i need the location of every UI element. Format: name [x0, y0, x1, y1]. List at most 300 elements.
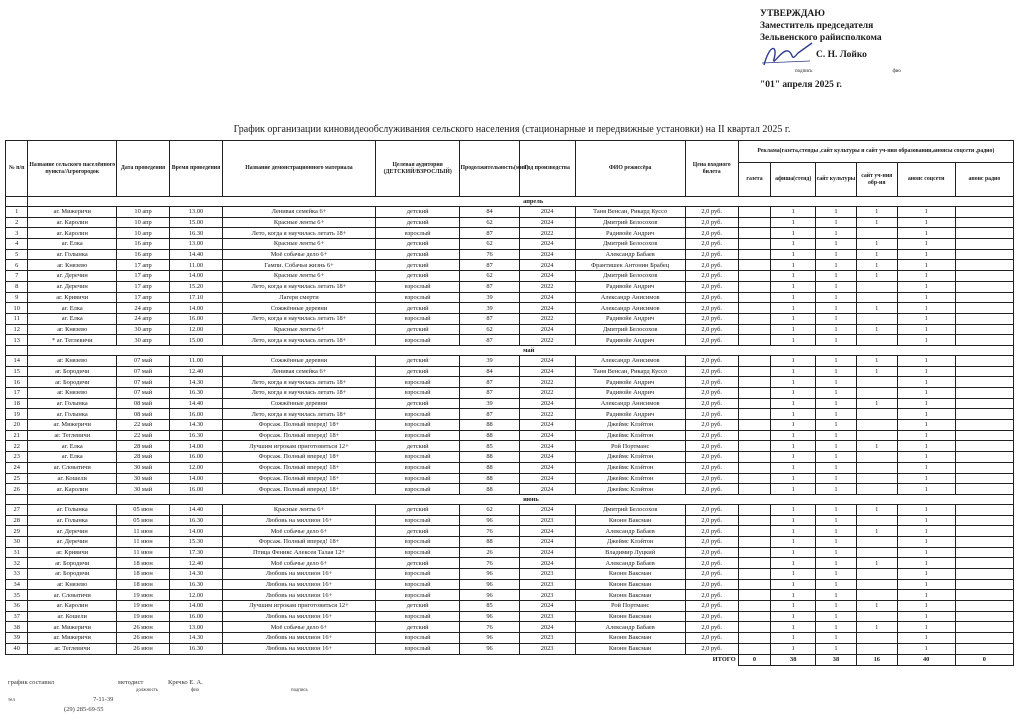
cell-director: Дмитрий Белосохов — [575, 239, 685, 250]
cell-duration: 76 — [460, 622, 519, 633]
cell-num: 16 — [6, 377, 28, 388]
footer-phone-label: тел — [8, 698, 15, 703]
cell-ad-edu-site: 1 — [856, 207, 897, 218]
cell-ad-poster: 1 — [771, 324, 816, 335]
cell-director: Джеймс Клэйтон — [575, 430, 685, 441]
cell-ad-radio — [955, 590, 1013, 601]
cell-time: 16.00 — [170, 313, 223, 324]
cell-audience: детский — [375, 303, 460, 314]
cell-ad-poster: 1 — [771, 611, 816, 622]
cell-date: 17 апр — [117, 292, 170, 303]
cell-film: Любовь на миллион 16+ — [223, 611, 376, 622]
cell-price: 2,0 руб. — [685, 558, 738, 569]
cell-ad-poster: 1 — [771, 303, 816, 314]
cell-ad-culture-site: 1 — [816, 303, 857, 314]
month-blank-cell — [6, 197, 28, 207]
cell-ad-social: 1 — [897, 271, 955, 282]
cell-price: 2,0 руб. — [685, 420, 738, 431]
cell-director: Кионн Ваксман — [575, 569, 685, 580]
cell-price: 2,0 руб. — [685, 249, 738, 260]
cell-director: Кионн Ваксман — [575, 633, 685, 644]
cell-film: Любовь на миллион 16+ — [223, 643, 376, 654]
cell-audience: взрослый — [375, 536, 460, 547]
cell-ad-social: 1 — [897, 303, 955, 314]
cell-duration: 96 — [460, 515, 519, 526]
cell-settlement: аг. Мижеричи — [28, 622, 117, 633]
cell-num: 15 — [6, 366, 28, 377]
cell-director: Радивойе Андрич — [575, 281, 685, 292]
cell-ad-social: 1 — [897, 366, 955, 377]
cell-ad-culture-site: 1 — [816, 409, 857, 420]
cell-settlement: аг. Князево — [28, 355, 117, 366]
cell-ad-poster: 1 — [771, 228, 816, 239]
cell-num: 37 — [6, 611, 28, 622]
cell-ad-poster: 1 — [771, 579, 816, 590]
cell-duration: 62 — [460, 504, 519, 515]
cell-ad-edu-site: 1 — [856, 217, 897, 228]
cell-ad-poster: 1 — [771, 281, 816, 292]
cell-audience: детский — [375, 526, 460, 537]
cell-num: 6 — [6, 260, 28, 271]
cell-settlement: аг. Елка — [28, 303, 117, 314]
cell-film: Любовь на миллион 16+ — [223, 569, 376, 580]
cell-year: 2024 — [519, 504, 575, 515]
cell-time: 13.00 — [170, 239, 223, 250]
cell-ad-culture-site: 1 — [816, 643, 857, 654]
cell-price: 2,0 руб. — [685, 217, 738, 228]
cell-ad-poster: 1 — [771, 217, 816, 228]
month-spacer — [28, 345, 519, 355]
cell-director: Радивойе Андрич — [575, 388, 685, 399]
cell-audience: взрослый — [375, 484, 460, 495]
cell-num: 25 — [6, 473, 28, 484]
cell-ad-poster: 1 — [771, 452, 816, 463]
cell-price: 2,0 руб. — [685, 207, 738, 218]
header-date: Дата проведения — [117, 141, 170, 197]
table-row — [6, 366, 1014, 377]
cell-price: 2,0 руб. — [685, 281, 738, 292]
cell-settlement: аг. Бородичи — [28, 569, 117, 580]
table-row — [6, 590, 1014, 601]
approval-date: "01" апреля 2025 г. — [760, 80, 842, 90]
cell-duration: 96 — [460, 643, 519, 654]
cell-ad-social: 1 — [897, 558, 955, 569]
cell-director: Владимир Луцкий — [575, 547, 685, 558]
cell-time: 11.00 — [170, 260, 223, 271]
cell-film: Лето, когда я научилась летать 18+ — [223, 388, 376, 399]
cell-time: 14.30 — [170, 569, 223, 580]
cell-duration: 87 — [460, 335, 519, 346]
cell-ad-newspaper — [738, 355, 771, 366]
cell-ad-culture-site: 1 — [816, 313, 857, 324]
table-row — [6, 430, 1014, 441]
cell-director: Джеймс Клэйтон — [575, 462, 685, 473]
cell-ad-social: 1 — [897, 504, 955, 515]
cell-audience: взрослый — [375, 643, 460, 654]
cell-ad-culture-site: 1 — [816, 547, 857, 558]
cell-price: 2,0 руб. — [685, 536, 738, 547]
cell-ad-culture-site: 1 — [816, 292, 857, 303]
footer — [8, 676, 308, 713]
cell-settlement: аг. Елка — [28, 313, 117, 324]
cell-ad-radio — [955, 579, 1013, 590]
cell-audience: детский — [375, 504, 460, 515]
cell-director: Александр Анисимов — [575, 303, 685, 314]
cell-num: 1 — [6, 207, 28, 218]
cell-price: 2,0 руб. — [685, 579, 738, 590]
cell-ad-poster: 1 — [771, 504, 816, 515]
table-row — [6, 526, 1014, 537]
cell-ad-newspaper — [738, 398, 771, 409]
cell-time: 16.30 — [170, 515, 223, 526]
cell-ad-newspaper — [738, 633, 771, 644]
cell-film: Моё собачье дело 6+ — [223, 558, 376, 569]
cell-date: 26 июн — [117, 633, 170, 644]
cell-duration: 84 — [460, 366, 519, 377]
cell-price: 2,0 руб. — [685, 355, 738, 366]
cell-ad-edu-site — [856, 377, 897, 388]
cell-ad-social: 1 — [897, 590, 955, 601]
cell-year: 2023 — [519, 515, 575, 526]
cell-ad-culture-site: 1 — [816, 366, 857, 377]
header-ad-culture-site: сайт культуры — [816, 163, 857, 197]
cell-num: 3 — [6, 228, 28, 239]
table-row — [6, 643, 1014, 654]
cell-ad-radio — [955, 366, 1013, 377]
cell-num: 33 — [6, 569, 28, 580]
cell-ad-newspaper — [738, 366, 771, 377]
cell-year: 2022 — [519, 409, 575, 420]
cell-ad-newspaper — [738, 239, 771, 250]
cell-duration: 26 — [460, 547, 519, 558]
cell-ad-social: 1 — [897, 324, 955, 335]
cell-time: 14.00 — [170, 441, 223, 452]
cell-director: Кионн Ваксман — [575, 579, 685, 590]
cell-ad-edu-site: 1 — [856, 558, 897, 569]
cell-director: Кионн Ваксман — [575, 611, 685, 622]
cell-ad-poster: 1 — [771, 441, 816, 452]
cell-price: 2,0 руб. — [685, 643, 738, 654]
cell-ad-radio — [955, 303, 1013, 314]
cell-ad-poster: 1 — [771, 207, 816, 218]
cell-ad-edu-site — [856, 430, 897, 441]
cell-ad-culture-site: 1 — [816, 473, 857, 484]
cell-duration: 39 — [460, 292, 519, 303]
cell-ad-social: 1 — [897, 377, 955, 388]
cell-film: Красные ленты 6+ — [223, 217, 376, 228]
cell-ad-newspaper — [738, 643, 771, 654]
cell-time: 12.00 — [170, 462, 223, 473]
cell-director: Александр Бабаев — [575, 249, 685, 260]
cell-ad-poster: 1 — [771, 249, 816, 260]
table-row — [6, 452, 1014, 463]
table-row — [6, 228, 1014, 239]
cell-year: 2024 — [519, 239, 575, 250]
table-row — [6, 462, 1014, 473]
cell-ad-poster: 1 — [771, 462, 816, 473]
cell-ad-edu-site: 1 — [856, 249, 897, 260]
table-row — [6, 420, 1014, 431]
cell-time: 16.00 — [170, 611, 223, 622]
cell-director: Рой Портманс — [575, 601, 685, 612]
cell-ad-radio — [955, 217, 1013, 228]
total-newspaper: 0 — [738, 654, 771, 665]
cell-time: 14.40 — [170, 249, 223, 260]
cell-audience: взрослый — [375, 547, 460, 558]
cell-director: Джеймс Клэйтон — [575, 536, 685, 547]
cell-time: 14.30 — [170, 420, 223, 431]
cell-ad-culture-site: 1 — [816, 569, 857, 580]
cell-num: 17 — [6, 388, 28, 399]
cell-settlement: аг. Деречин — [28, 536, 117, 547]
cell-ad-culture-site: 1 — [816, 633, 857, 644]
cell-date: 30 май — [117, 473, 170, 484]
cell-ad-radio — [955, 536, 1013, 547]
cell-ad-social: 1 — [897, 239, 955, 250]
header-ads-group: Реклама(газета,стенды ,сайт культуры и сайт уч-ния образовании,анонсы соцсети ,радио) — [738, 141, 1013, 163]
cell-audience: взрослый — [375, 335, 460, 346]
cell-ad-social: 1 — [897, 292, 955, 303]
cell-ad-culture-site: 1 — [816, 441, 857, 452]
cell-ad-culture-site: 1 — [816, 324, 857, 335]
cell-date: 30 май — [117, 484, 170, 495]
cell-ad-poster: 1 — [771, 388, 816, 399]
header-ad-radio: анонс радио — [955, 163, 1013, 197]
cell-time: 12.00 — [170, 324, 223, 335]
cell-ad-social: 1 — [897, 420, 955, 431]
cell-duration: 85 — [460, 441, 519, 452]
cell-year: 2024 — [519, 484, 575, 495]
cell-date: 22 май — [117, 430, 170, 441]
cell-date: 24 апр — [117, 313, 170, 324]
cell-settlement: аг. Голынка — [28, 504, 117, 515]
cell-settlement: аг. Князево — [28, 260, 117, 271]
cell-time: 15.20 — [170, 281, 223, 292]
cell-audience: взрослый — [375, 388, 460, 399]
table-row — [6, 558, 1014, 569]
approval-signatory: С. Н. Лойко — [816, 50, 867, 60]
cell-audience: взрослый — [375, 473, 460, 484]
cell-date: 17 апр — [117, 281, 170, 292]
cell-ad-edu-site — [856, 590, 897, 601]
cell-year: 2024 — [519, 473, 575, 484]
cell-settlement: аг. Елка — [28, 239, 117, 250]
cell-ad-edu-site — [856, 313, 897, 324]
cell-ad-newspaper — [738, 452, 771, 463]
cell-num: 38 — [6, 622, 28, 633]
cell-ad-edu-site — [856, 547, 897, 558]
cell-ad-culture-site: 1 — [816, 452, 857, 463]
cell-settlement: аг. Словатичи — [28, 590, 117, 601]
cell-settlement: аг. Голынка — [28, 409, 117, 420]
cell-ad-culture-site: 1 — [816, 249, 857, 260]
cell-ad-social: 1 — [897, 441, 955, 452]
cell-time: 14.40 — [170, 398, 223, 409]
table-row — [6, 217, 1014, 228]
footer-name: Кречко Е. А. — [168, 679, 203, 686]
cell-date: 11 июн — [117, 547, 170, 558]
cell-date: 07 май — [117, 388, 170, 399]
cell-ad-newspaper — [738, 484, 771, 495]
cell-settlement: аг. Князево — [28, 579, 117, 590]
cell-ad-poster: 1 — [771, 515, 816, 526]
header-num: № п/п — [6, 141, 28, 197]
cell-ad-edu-site: 1 — [856, 622, 897, 633]
footer-role: методист — [118, 679, 144, 686]
cell-director: Радивойе Андрич — [575, 228, 685, 239]
header-ad-edu-site: сайт уч-ния обр-ия — [856, 163, 897, 197]
cell-date: 28 май — [117, 452, 170, 463]
table-row — [6, 409, 1014, 420]
table-row — [6, 292, 1014, 303]
cell-ad-radio — [955, 239, 1013, 250]
cell-ad-newspaper — [738, 313, 771, 324]
cell-audience: взрослый — [375, 452, 460, 463]
cell-price: 2,0 руб. — [685, 504, 738, 515]
cell-time: 14.30 — [170, 377, 223, 388]
cell-date: 30 апр — [117, 324, 170, 335]
cell-ad-poster: 1 — [771, 569, 816, 580]
cell-ad-radio — [955, 324, 1013, 335]
cell-film: Лагеря смерти — [223, 292, 376, 303]
cell-time: 14.00 — [170, 473, 223, 484]
cell-film: Форсаж. Полный вперед! 18+ — [223, 430, 376, 441]
total-culture-site: 38 — [816, 654, 857, 665]
cell-price: 2,0 руб. — [685, 441, 738, 452]
cell-ad-edu-site: 1 — [856, 324, 897, 335]
cell-director: Александр Анисимов — [575, 292, 685, 303]
cell-ad-edu-site — [856, 484, 897, 495]
cell-film: Любовь на миллион 16+ — [223, 579, 376, 590]
cell-ad-radio — [955, 388, 1013, 399]
cell-film: Красные ленты 6+ — [223, 504, 376, 515]
table-row — [6, 579, 1014, 590]
cell-year: 2024 — [519, 398, 575, 409]
table-row — [6, 398, 1014, 409]
cell-director: Джеймс Клэйтон — [575, 473, 685, 484]
cell-price: 2,0 руб. — [685, 335, 738, 346]
cell-director: Рой Портманс — [575, 441, 685, 452]
cell-time: 16.30 — [170, 430, 223, 441]
month-spacer — [28, 494, 519, 504]
cell-ad-newspaper — [738, 558, 771, 569]
cell-num: 10 — [6, 303, 28, 314]
cell-year: 2023 — [519, 633, 575, 644]
cell-settlement: аг. Каролин — [28, 228, 117, 239]
header-time: Время проведения — [170, 141, 223, 197]
header-ad-poster: афиша(стенд) — [771, 163, 816, 197]
cell-date: 05 июн — [117, 504, 170, 515]
cell-price: 2,0 руб. — [685, 484, 738, 495]
cell-director: Радивойе Андрич — [575, 313, 685, 324]
cell-time: 15.00 — [170, 217, 223, 228]
cell-price: 2,0 руб. — [685, 462, 738, 473]
table-row — [6, 239, 1014, 250]
cell-film: Лето, когда я научилась летать 18+ — [223, 409, 376, 420]
month-header-row — [6, 345, 1014, 355]
cell-ad-edu-site — [856, 281, 897, 292]
cell-ad-newspaper — [738, 281, 771, 292]
cell-price: 2,0 руб. — [685, 292, 738, 303]
cell-duration: 96 — [460, 611, 519, 622]
cell-ad-radio — [955, 355, 1013, 366]
cell-duration: 76 — [460, 249, 519, 260]
cell-ad-radio — [955, 601, 1013, 612]
cell-director: Таня Венсан, Рикард Куссо — [575, 207, 685, 218]
cell-ad-social: 1 — [897, 484, 955, 495]
cell-settlement: аг. Деречин — [28, 271, 117, 282]
cell-time: 17.30 — [170, 547, 223, 558]
cell-ad-edu-site — [856, 335, 897, 346]
cell-ad-edu-site — [856, 452, 897, 463]
cell-film: Лето, когда я научилась летать 18+ — [223, 377, 376, 388]
cell-ad-newspaper — [738, 611, 771, 622]
cell-ad-edu-site: 1 — [856, 601, 897, 612]
cell-time: 11.00 — [170, 355, 223, 366]
table-row — [6, 601, 1014, 612]
footer-hint-signature: подпись — [291, 688, 308, 693]
table-row — [6, 473, 1014, 484]
table-row — [6, 484, 1014, 495]
cell-ad-radio — [955, 335, 1013, 346]
cell-price: 2,0 руб. — [685, 430, 738, 441]
cell-film: Форсаж. Полный вперед! 18+ — [223, 484, 376, 495]
cell-year: 2024 — [519, 558, 575, 569]
cell-audience: детский — [375, 622, 460, 633]
cell-ad-poster: 1 — [771, 526, 816, 537]
cell-audience: взрослый — [375, 420, 460, 431]
total-poster: 38 — [771, 654, 816, 665]
cell-ad-newspaper — [738, 590, 771, 601]
cell-settlement: аг. Голынка — [28, 249, 117, 260]
cell-ad-edu-site: 1 — [856, 260, 897, 271]
cell-ad-radio — [955, 409, 1013, 420]
cell-time: 16.30 — [170, 228, 223, 239]
cell-ad-newspaper — [738, 430, 771, 441]
cell-audience: взрослый — [375, 409, 460, 420]
cell-ad-edu-site — [856, 569, 897, 580]
cell-ad-culture-site: 1 — [816, 579, 857, 590]
total-radio: 0 — [955, 654, 1013, 665]
cell-year: 2024 — [519, 452, 575, 463]
cell-ad-culture-site: 1 — [816, 388, 857, 399]
cell-ad-radio — [955, 281, 1013, 292]
cell-film: Красные ленты 6+ — [223, 271, 376, 282]
cell-director: Джеймс Клэйтон — [575, 452, 685, 463]
cell-num: 26 — [6, 484, 28, 495]
cell-ad-edu-site: 1 — [856, 441, 897, 452]
cell-price: 2,0 руб. — [685, 569, 738, 580]
cell-date: 28 май — [117, 441, 170, 452]
document-title: График организации киновидеообслуживания сельского населения (стационарные и передвижные установки) на II квартал 2025 г. — [233, 124, 791, 135]
cell-num: 11 — [6, 313, 28, 324]
cell-ad-edu-site: 1 — [856, 504, 897, 515]
cell-ad-radio — [955, 441, 1013, 452]
cell-ad-poster: 1 — [771, 398, 816, 409]
cell-ad-culture-site: 1 — [816, 558, 857, 569]
cell-year: 2023 — [519, 643, 575, 654]
cell-ad-radio — [955, 558, 1013, 569]
cell-price: 2,0 руб. — [685, 452, 738, 463]
cell-ad-radio — [955, 504, 1013, 515]
cell-num: 20 — [6, 420, 28, 431]
cell-ad-edu-site — [856, 420, 897, 431]
cell-settlement: аг. Словатичи — [28, 462, 117, 473]
cell-year: 2024 — [519, 207, 575, 218]
cell-year: 2024 — [519, 462, 575, 473]
cell-ad-social: 1 — [897, 388, 955, 399]
cell-date: 08 май — [117, 409, 170, 420]
